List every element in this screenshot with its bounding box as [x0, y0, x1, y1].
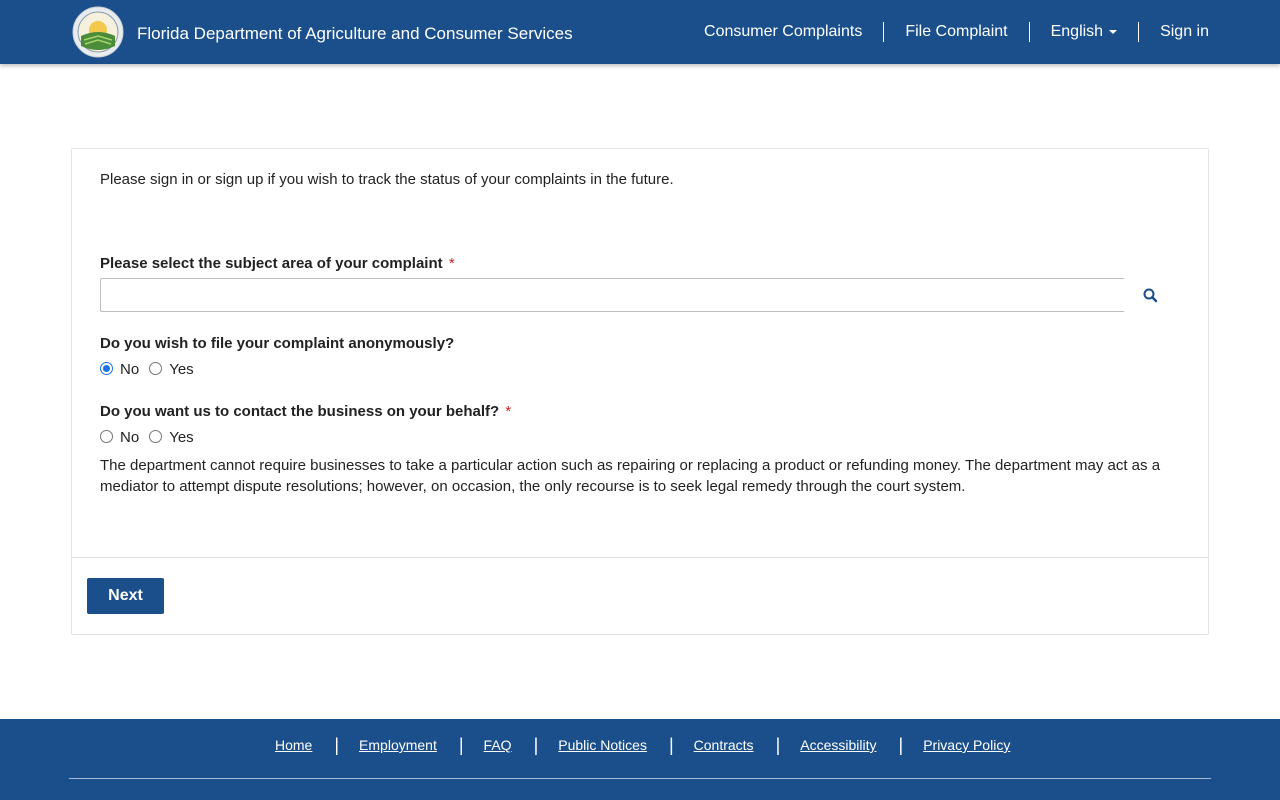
- search-icon[interactable]: [1140, 286, 1162, 306]
- subject-area-label: [100, 255, 455, 273]
- nav-file-complaint[interactable]: File Complaint: [905, 23, 1008, 40]
- anonymous-no-label: No: [120, 361, 140, 378]
- language-dropdown[interactable]: [1030, 22, 1138, 42]
- footer-divider: [69, 778, 1211, 779]
- card-divider: [72, 557, 1208, 558]
- fdacs-seal-icon[interactable]: [72, 6, 124, 58]
- contact-yes-radio[interactable]: [149, 430, 162, 443]
- contact-yes-label: Yes: [169, 429, 194, 446]
- nav-consumer-complaints[interactable]: Consumer Complaints: [704, 23, 863, 40]
- footer-link-contracts[interactable]: Contracts: [693, 737, 754, 753]
- top-navbar: [0, 0, 1280, 64]
- footer-link-accessibility[interactable]: Accessibility: [800, 737, 877, 753]
- contact-business-label: [100, 403, 511, 421]
- footer: [0, 719, 1280, 800]
- footer-separator: |: [533, 735, 539, 755]
- anonymous-no-radio[interactable]: [100, 362, 113, 375]
- anonymous-question-label: Do you wish to file your complaint anonymously?: [100, 335, 455, 352]
- footer-separator: |: [668, 735, 674, 755]
- anonymous-yes-radio[interactable]: [149, 362, 162, 375]
- caret-down-icon: [1109, 30, 1117, 34]
- footer-link-employment[interactable]: Employment: [359, 737, 437, 753]
- required-marker: *: [448, 255, 455, 272]
- required-marker: *: [505, 403, 512, 420]
- complaint-form-card: [71, 148, 1209, 635]
- footer-separator: |: [458, 735, 464, 755]
- contact-business-radio-group: [100, 429, 204, 446]
- footer-separator: |: [898, 735, 904, 755]
- anonymous-radio-group: [100, 361, 204, 378]
- sign-in-link[interactable]: Sign in: [1160, 23, 1209, 40]
- footer-link-home[interactable]: Home: [275, 737, 313, 753]
- footer-link-faq[interactable]: FAQ: [483, 737, 512, 753]
- sign-in-notice: Please sign in or sign up if you wish to track the status of your complaints in the future.: [100, 171, 674, 188]
- contact-no-radio[interactable]: [100, 430, 113, 443]
- subject-area-label-text: Please select the subject area of your complaint: [100, 255, 443, 272]
- language-label: English: [1050, 23, 1104, 40]
- footer-links: [275, 737, 1010, 753]
- contact-no-label: No: [120, 429, 140, 446]
- anonymous-yes-label: Yes: [169, 361, 194, 378]
- main-nav: [683, 0, 1209, 64]
- footer-separator: |: [775, 735, 781, 755]
- mediation-disclaimer: The department cannot require businesses to take a particular action such as repairing or replacing a product or refunding money. The department may act as a mediator to attempt dispute resolutions; however, on occasion, the only recourse is to seek legal remedy through the court system.: [100, 457, 1161, 495]
- site-title[interactable]: Florida Department of Agriculture and Consumer Services: [137, 24, 573, 43]
- next-button[interactable]: Next: [87, 578, 164, 614]
- footer-separator: |: [334, 735, 340, 755]
- subject-area-lookup-input[interactable]: [100, 278, 1124, 312]
- footer-link-public-notices[interactable]: Public Notices: [558, 737, 647, 753]
- footer-link-privacy-policy[interactable]: Privacy Policy: [923, 737, 1011, 753]
- contact-business-label-text: Do you want us to contact the business on your behalf?: [100, 403, 500, 420]
